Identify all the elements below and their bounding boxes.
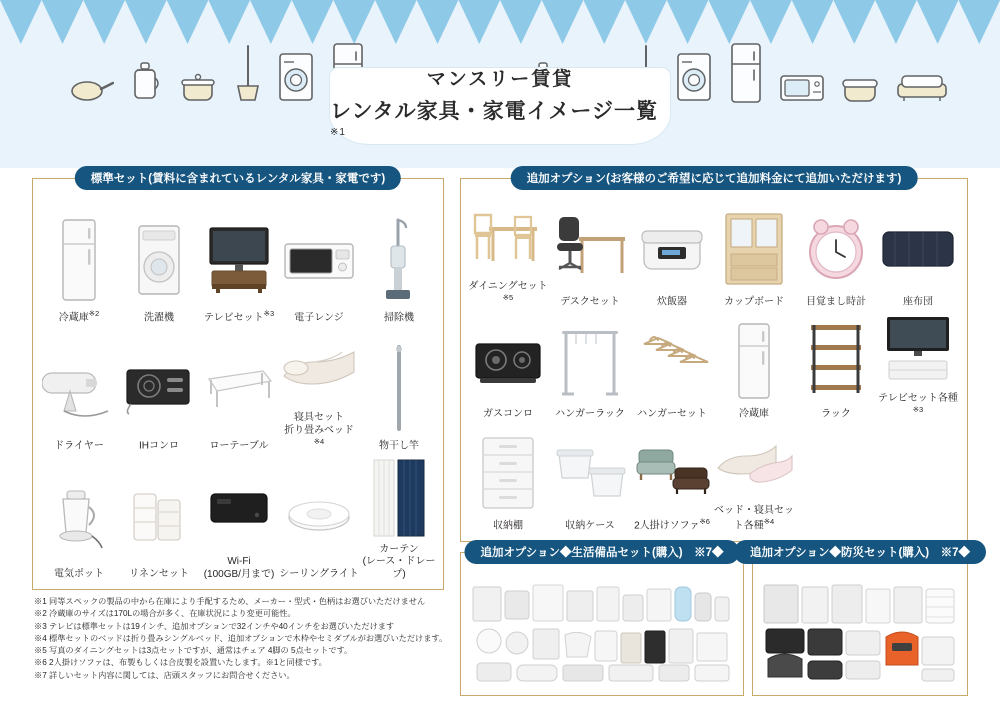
list-item bbox=[877, 309, 959, 421]
kettle-icon bbox=[128, 58, 162, 104]
additional-option-title: 追加オプション(お客様のご希望に応じて追加料金にて追加いただけます) bbox=[511, 166, 918, 190]
living-goods-title: 追加オプション◆生活備品セット(購入) ※7◆ bbox=[464, 540, 739, 564]
list-item-caption: ローテーブル bbox=[209, 440, 269, 452]
bedding-set-icon bbox=[280, 325, 358, 409]
electric-kettle-icon bbox=[49, 470, 109, 562]
list-item-caption: 冷蔵庫$^{※2}$ bbox=[58, 309, 100, 324]
list-item-caption: 収納ケース bbox=[565, 520, 615, 532]
list-item-caption: ラック bbox=[821, 408, 851, 420]
list-item bbox=[359, 197, 439, 325]
list-item bbox=[631, 197, 713, 309]
list-item bbox=[795, 309, 877, 421]
list-item-caption: ベッド・寝具セット各種$^{※4}$ bbox=[714, 504, 794, 532]
list-item bbox=[199, 197, 279, 325]
list-item bbox=[467, 421, 549, 533]
list-item bbox=[119, 325, 199, 453]
disaster-kit-title: 追加オプション◆防災セット(購入) ※7◆ bbox=[734, 540, 986, 564]
title-line-2: レンタル家具・家電イメージ一覧$^{※1}$ bbox=[330, 99, 659, 138]
list-item-caption: リネンセット bbox=[129, 568, 189, 580]
sofa-icon bbox=[894, 72, 950, 104]
footnote-4: ※4 標準セットのベッドは折り畳みシングルベッド、追加オプションで木枠やセミダブルがお選びいただけます。 bbox=[34, 633, 448, 643]
list-item-caption: テレビセット$^{※3}$ bbox=[203, 309, 275, 324]
list-item-caption: デスクセット bbox=[560, 296, 620, 308]
list-item-caption: 炊飯器 bbox=[657, 296, 687, 308]
footnote-2: ※2 冷蔵庫のサイズは170Lの場合が多く、在庫状況により変更可能性。 bbox=[34, 609, 296, 619]
page-title bbox=[330, 68, 670, 144]
washing-machine-icon bbox=[674, 50, 714, 104]
list-item bbox=[359, 325, 439, 453]
shelf-rack-icon bbox=[803, 320, 869, 402]
tv-set-icon bbox=[879, 309, 957, 390]
list-item bbox=[199, 453, 279, 581]
standard-set-title: 標準セット(賃料に含まれているレンタル家具・家電です) bbox=[75, 166, 401, 190]
living-goods-set-photo bbox=[469, 579, 735, 687]
list-item bbox=[467, 309, 549, 421]
title-note: ※1 bbox=[330, 126, 346, 138]
alarm-clock-icon bbox=[801, 208, 871, 290]
pot-icon bbox=[176, 70, 220, 104]
frying-pan-icon bbox=[70, 64, 114, 104]
header-band bbox=[0, 0, 1000, 168]
hanger-set-icon bbox=[634, 320, 710, 402]
ih-cooktop-icon bbox=[121, 342, 197, 434]
tv-set-icon bbox=[202, 214, 276, 306]
ceiling-light-icon bbox=[283, 470, 355, 562]
list-item-caption: Wi-Fi (100GB/月まで) bbox=[203, 556, 275, 580]
standard-set-panel bbox=[32, 173, 444, 590]
list-item-caption: 収納棚 bbox=[493, 520, 523, 532]
list-item-caption: 物干し竿 bbox=[379, 440, 419, 452]
list-item bbox=[467, 197, 549, 309]
list-item bbox=[199, 325, 279, 453]
footnote-3: ※3 テレビは標準セットは19インチ、追加オプションで32インチや40インチをお選びいただけます bbox=[34, 621, 395, 631]
refrigerator-icon bbox=[731, 320, 777, 402]
list-item-caption: 目覚まし時計 bbox=[806, 296, 866, 308]
gas-stove-icon bbox=[470, 320, 546, 402]
list-item bbox=[549, 421, 631, 533]
storage-chest-icon bbox=[477, 432, 539, 514]
list-item-caption: ダイニングセット$^{※5}$ bbox=[468, 280, 548, 303]
list-item-caption: 電子レンジ bbox=[294, 312, 344, 324]
list-item bbox=[279, 197, 359, 325]
list-item bbox=[713, 309, 795, 421]
hair-dryer-icon bbox=[42, 342, 116, 434]
linen-set-icon bbox=[126, 470, 192, 562]
list-item bbox=[631, 421, 713, 533]
additional-option-panel bbox=[460, 173, 968, 542]
list-item bbox=[119, 453, 199, 581]
list-item bbox=[795, 197, 877, 309]
footnote-6: ※6 2人掛けソファは、布製もしくは合皮製を設置いたします。※1と同様です。 bbox=[34, 658, 327, 668]
disaster-kit-panel bbox=[749, 547, 971, 696]
list-item-caption: IHコンロ bbox=[139, 440, 179, 452]
list-item-caption: ハンガーセット bbox=[637, 408, 707, 420]
footnote-5: ※5 写真のダイニングセットは3点セットですが、通常はチェア 4脚の 5点セットです。 bbox=[34, 646, 353, 656]
microwave-icon bbox=[281, 214, 357, 306]
refrigerator-icon bbox=[56, 214, 102, 306]
list-item bbox=[39, 325, 119, 453]
footnote-1: ※1 同等スペックの製品の中から在庫により手配するため、メーカー・型式・色柄はお選びいただけません bbox=[34, 597, 426, 606]
list-item bbox=[549, 309, 631, 421]
washing-machine-icon bbox=[133, 214, 185, 306]
list-item-caption: 2人掛けソファ$^{※6}$ bbox=[634, 517, 710, 532]
clothes-pole-icon bbox=[384, 342, 414, 434]
list-item-caption: ドライヤー bbox=[54, 440, 104, 452]
cupboard-icon bbox=[720, 208, 788, 290]
washing-machine-icon bbox=[276, 50, 316, 104]
hanger-rack-icon bbox=[556, 320, 624, 402]
bed-set-icon bbox=[714, 421, 794, 502]
awning-stripe bbox=[0, 0, 1000, 44]
list-item bbox=[631, 309, 713, 421]
curtain-icon bbox=[368, 453, 430, 541]
list-item-caption: テレビセット各種$^{※3}$ bbox=[878, 392, 958, 415]
list-item bbox=[119, 197, 199, 325]
footnotes bbox=[34, 596, 448, 682]
dining-set-icon bbox=[469, 197, 547, 278]
list-item-caption: 寝具セット 折り畳みベッド$^{※4}$ bbox=[284, 412, 354, 447]
list-item bbox=[713, 421, 795, 533]
wifi-router-icon bbox=[203, 461, 275, 553]
list-item bbox=[359, 453, 439, 581]
list-item bbox=[279, 325, 359, 453]
list-item-caption: ハンガーラック bbox=[555, 408, 625, 420]
low-table-icon bbox=[201, 342, 277, 434]
list-item bbox=[877, 197, 959, 309]
list-item-caption: 電気ポット bbox=[54, 568, 104, 580]
list-item-caption: 掃除機 bbox=[384, 312, 414, 324]
list-item bbox=[279, 453, 359, 581]
disaster-kit-photo bbox=[761, 579, 959, 687]
list-item-caption: ガスコンロ bbox=[483, 408, 533, 420]
list-item bbox=[39, 197, 119, 325]
desk-set-icon bbox=[551, 208, 629, 290]
microwave-icon bbox=[778, 72, 826, 104]
living-goods-panel bbox=[460, 547, 744, 696]
vacuum-cleaner-icon bbox=[376, 214, 422, 306]
mop-icon bbox=[234, 44, 262, 104]
rice-cooker-icon bbox=[636, 208, 708, 290]
list-item-caption: 座布団 bbox=[903, 296, 933, 308]
list-item bbox=[549, 197, 631, 309]
list-item bbox=[713, 197, 795, 309]
list-item-caption: 冷蔵庫 bbox=[739, 408, 769, 420]
list-item-caption: シーリングライト bbox=[279, 568, 359, 580]
two-seat-sofa-icon bbox=[633, 432, 711, 514]
list-item-caption: カーテン (レース・ドレープ) bbox=[362, 543, 436, 580]
list-item bbox=[39, 453, 119, 581]
storage-case-icon bbox=[551, 432, 629, 514]
list-item-caption: 洗濯機 bbox=[144, 312, 174, 324]
title-line-1: マンスリー賃貸 bbox=[426, 68, 574, 90]
floor-cushion-icon bbox=[881, 208, 955, 290]
footnote-7: ※7 詳しいセット内容に関しては、店頭スタッフにお問合せください。 bbox=[34, 670, 295, 680]
list-item-caption: カップボード bbox=[724, 296, 784, 308]
rice-cooker-icon bbox=[840, 72, 880, 104]
refrigerator-icon bbox=[728, 42, 764, 104]
